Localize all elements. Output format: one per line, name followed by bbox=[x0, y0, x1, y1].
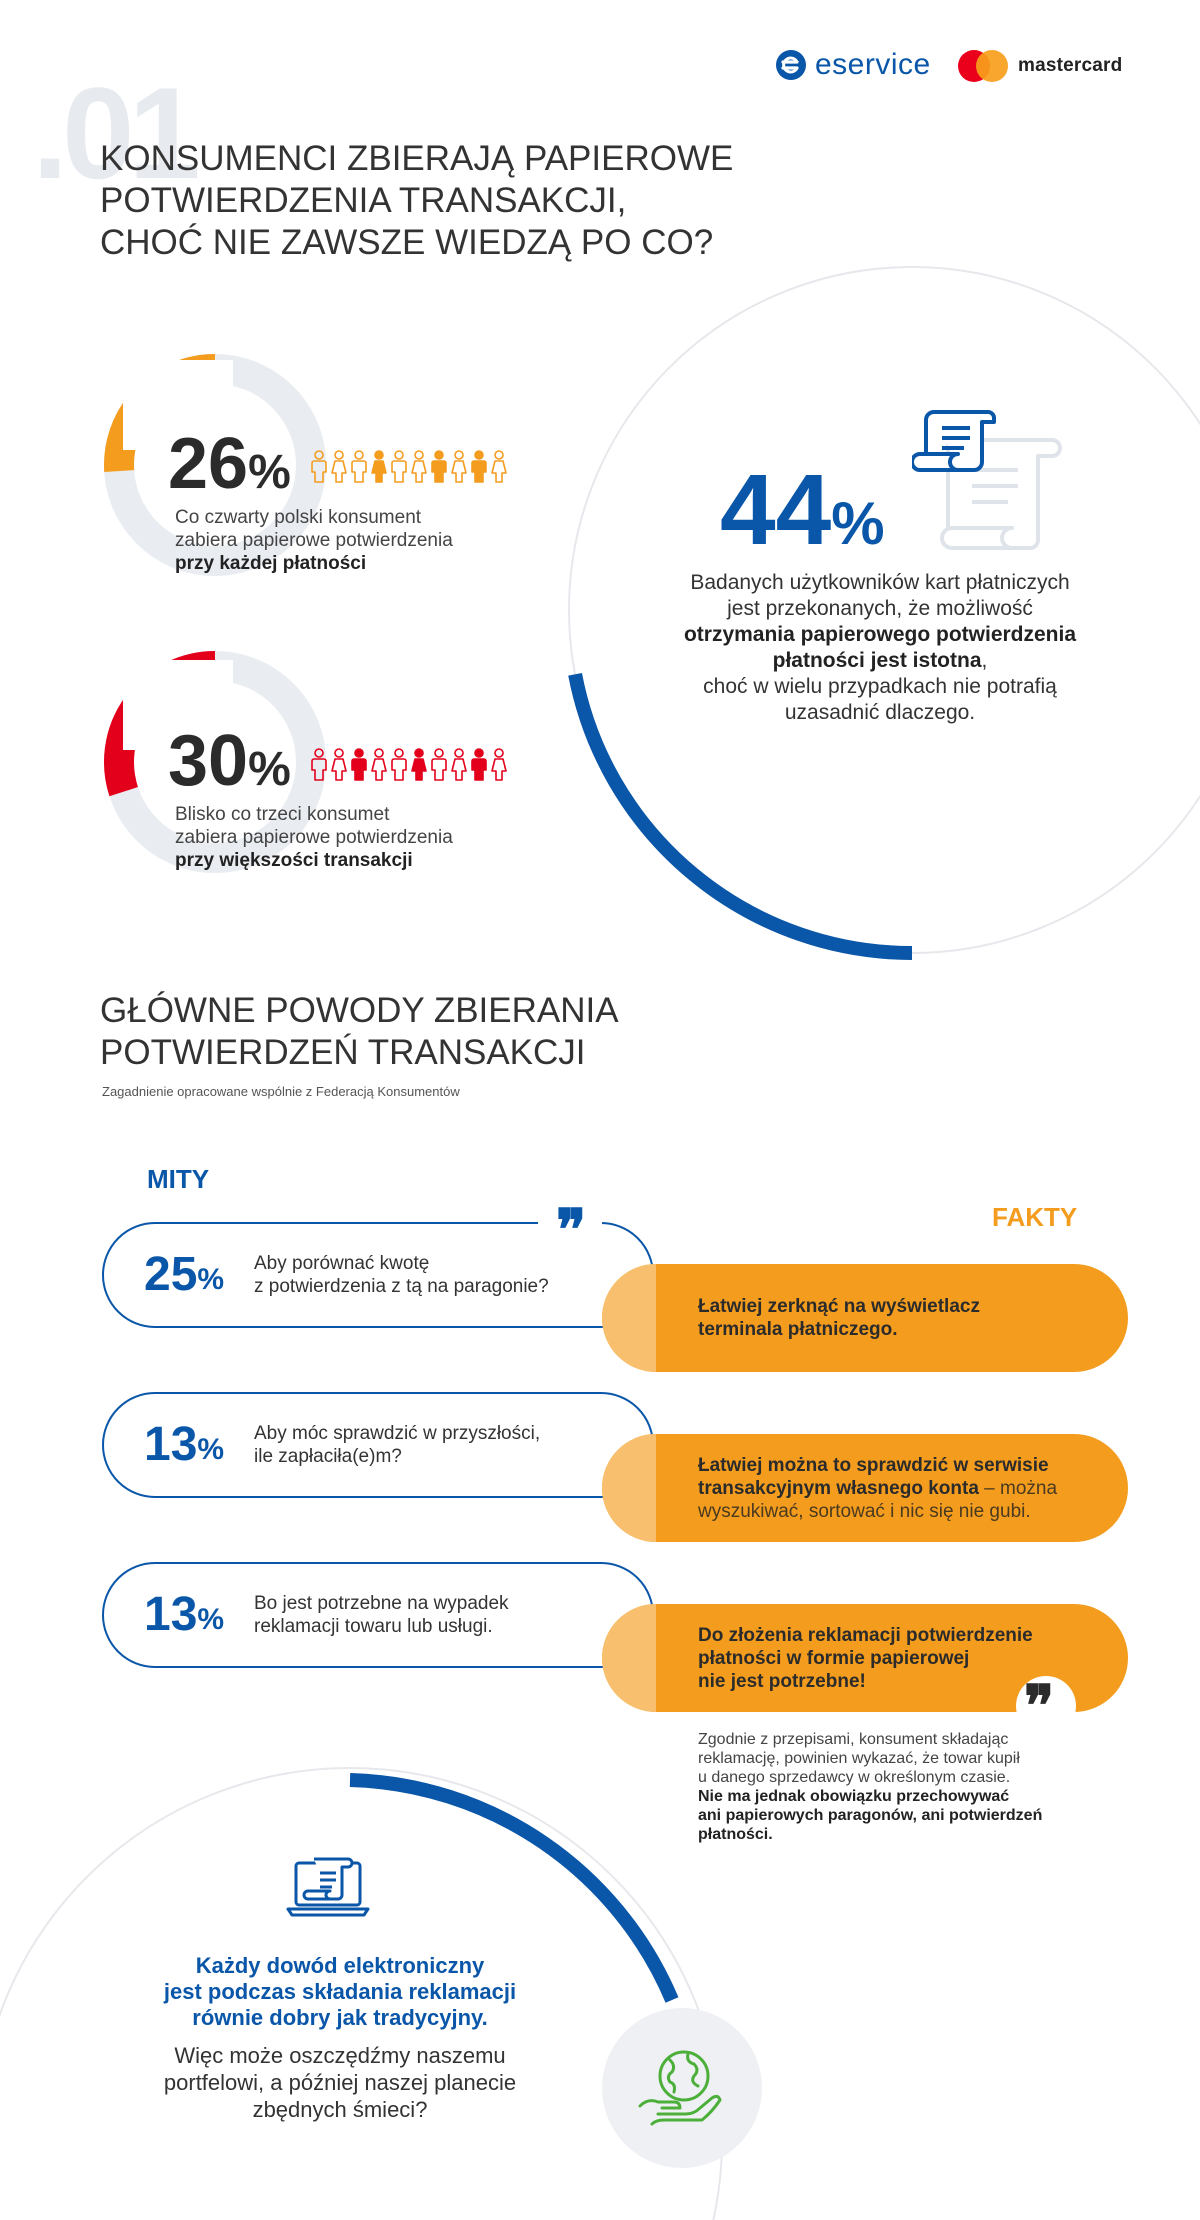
person-icon bbox=[350, 450, 368, 484]
person-icon bbox=[330, 450, 348, 484]
stat-30-text: Blisko co trzeci konsumet zabiera papierowe potwierdzenia przy większości transakcji bbox=[175, 804, 453, 871]
eservice-logo bbox=[775, 48, 931, 82]
fact-text: Do złożenia reklamacji potwierdzenie płatności w formie papierowej nie jest potrzebne! bbox=[698, 1624, 1033, 1692]
person-icon bbox=[370, 748, 388, 782]
people-icons-26 bbox=[310, 450, 508, 484]
person-icon bbox=[410, 450, 428, 484]
highlight-value: 44% bbox=[720, 454, 885, 566]
fact-text: Łatwiej można to sprawdzić w serwisie transakcyjnym własnego konta – można wyszukiwać, sortować i nic się nie gubi. bbox=[698, 1454, 1058, 1522]
quote-icon: ❞ bbox=[1024, 1673, 1055, 1739]
footer-text: Więc może oszczędźmy naszemu portfelowi, a później naszej planecie zbędnych śmieci? bbox=[163, 2043, 517, 2122]
person-icon bbox=[450, 748, 468, 782]
legal-note: Zgodnie z przepisami, konsument składając reklamację, powinien wykazać, że towar kupił u danego sprzedawcy w określonym czasie. Nie ma jednak obowiązku przechowywać ani papierowych paragonów, ani potwierdzeń płatności. bbox=[698, 1731, 1043, 1843]
myth-text: Bo jest potrzebne na wypadek reklamacji towaru lub usługi. bbox=[254, 1593, 509, 1637]
person-icon bbox=[350, 748, 368, 782]
globe-hand-icon bbox=[636, 2046, 728, 2130]
person-icon bbox=[470, 748, 488, 782]
laptop-receipt-icon bbox=[286, 1855, 370, 1921]
quote-icon: ❞ bbox=[556, 1197, 587, 1263]
mastercard-logo bbox=[958, 50, 1122, 82]
stat-26-text: Co czwarty polski konsument zabiera papierowe potwierdzenia przy każdej płatności bbox=[175, 507, 453, 574]
myth-value: 25 % bbox=[144, 1248, 225, 1301]
fact-card-2 bbox=[602, 1434, 1128, 1542]
person-icon bbox=[430, 450, 448, 484]
page-title-line: POTWIERDZENIA TRANSAKCJI, bbox=[100, 181, 627, 220]
highlight-text: Badanych użytkowników kart płatniczych jest przekonanych, że możliwość otrzymania papierowego potwierdzenia płatności jest istotna, choć w wielu przypadkach nie potrafią uzasadnić dlaczego. bbox=[683, 571, 1077, 724]
myth-text: Aby móc sprawdzić w przyszłości, ile zapłaciła(e)m? bbox=[254, 1423, 541, 1467]
mastercard-circles-icon bbox=[958, 50, 1008, 82]
section-number: .01 bbox=[32, 60, 195, 206]
myths-label: MITY bbox=[147, 1164, 210, 1194]
person-icon bbox=[310, 450, 328, 484]
page-title-line: CHOĆ NIE ZAWSZE WIEDZĄ PO CO? bbox=[100, 223, 714, 262]
myth-card-3 bbox=[102, 1562, 654, 1668]
person-icon bbox=[490, 748, 508, 782]
stat-26-value: 26% bbox=[168, 424, 291, 504]
reasons-title: GŁÓWNE POWODY ZBIERANIA POTWIERDZEŃ TRANSAKCJI bbox=[100, 991, 619, 1072]
person-icon bbox=[470, 450, 488, 484]
fact-card-1 bbox=[602, 1264, 1128, 1372]
person-icon bbox=[310, 748, 328, 782]
myth-card-2 bbox=[102, 1392, 654, 1498]
person-icon bbox=[390, 450, 408, 484]
receipt-icon bbox=[912, 400, 1072, 560]
fact-text: Łatwiej zerknąć na wyświetlacz terminala płatniczego. bbox=[698, 1296, 980, 1340]
person-icon bbox=[490, 450, 508, 484]
mastercard-wordmark: mastercard bbox=[1018, 55, 1123, 76]
person-icon bbox=[430, 748, 448, 782]
page-title bbox=[100, 138, 733, 264]
page-title-line: KONSUMENCI ZBIERAJĄ PAPIEROWE bbox=[100, 139, 734, 178]
person-icon bbox=[370, 450, 388, 484]
footer-highlight: Każdy dowód elektroniczny jest podczas składania reklamacji równie dobry jak tradycyjny. bbox=[163, 1953, 517, 2030]
person-icon bbox=[450, 450, 468, 484]
facts-label: FAKTY bbox=[992, 1202, 1078, 1232]
person-icon bbox=[330, 748, 348, 782]
eservice-mark-icon bbox=[775, 49, 807, 81]
stat-30-value: 30% bbox=[168, 721, 291, 801]
reasons-note: Zagadnienie opracowane wspólnie z Federacją Konsumentów bbox=[102, 1084, 460, 1099]
person-icon bbox=[410, 748, 428, 782]
person-icon bbox=[390, 748, 408, 782]
myth-value: 13 % bbox=[144, 1588, 225, 1641]
people-icons-30 bbox=[310, 748, 508, 782]
eservice-wordmark: eservice bbox=[815, 48, 931, 81]
myth-value: 13 % bbox=[144, 1418, 225, 1471]
myth-text: Aby porównać kwotę z potwierdzenia z tą na paragonie? bbox=[254, 1253, 549, 1297]
